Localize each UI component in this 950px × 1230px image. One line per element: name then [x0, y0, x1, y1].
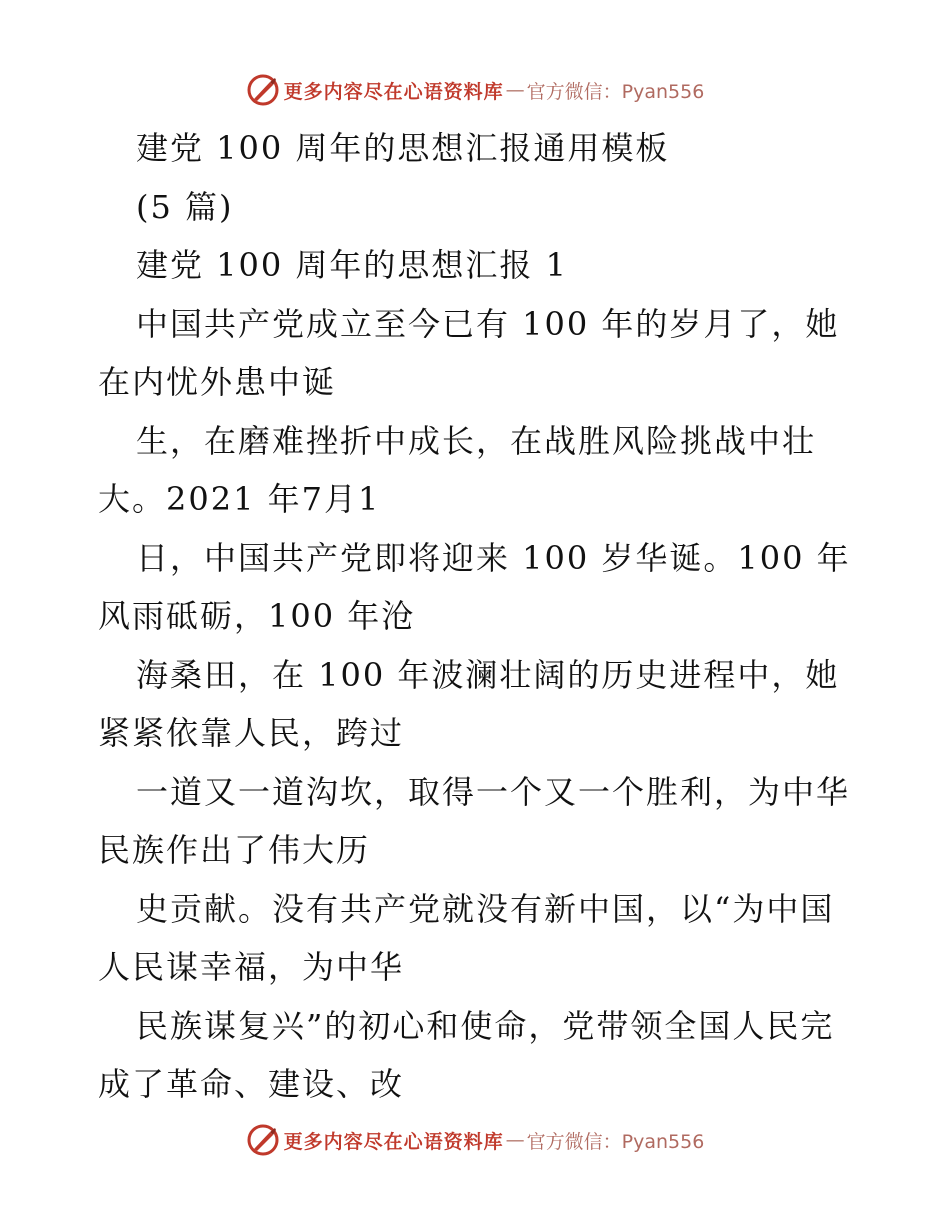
banner-dash: — [505, 79, 525, 101]
paragraph-line: 日，中国共产党即将迎来 100 岁华诞。100 年 [136, 539, 851, 577]
paragraph-line: 大。2021 年7月1 [98, 480, 381, 518]
document-title: 建党 100 周年的思想汇报通用模板 [136, 129, 670, 167]
footer-banner [0, 1120, 950, 1160]
quill-logo-icon [246, 73, 280, 107]
banner-dash: — [505, 1129, 525, 1151]
section-heading: 建党 100 周年的思想汇报 1 [136, 246, 568, 284]
paragraph-line: 一道又一道沟坎，取得一个又一个胜利，为中华 [136, 773, 851, 811]
paragraph-line: 风雨砥砺，100 年沧 [98, 597, 416, 635]
paragraph-line: 中国共产党成立至今已有 100 年的岁月了，她 [136, 305, 840, 343]
paragraph-line: 海桑田，在 100 年波澜壮阔的历史进程中，她 [136, 656, 840, 694]
paragraph-line: 紧紧依靠人民，跨过 [98, 714, 405, 752]
banner-contact-text: 官方微信：Pyan556 [526, 80, 705, 103]
paragraph-line: 民族作出了伟大历 [98, 831, 371, 869]
paragraph-line: 成了革命、建设、改 [98, 1065, 405, 1103]
banner-brand-text: 更多内容尽在心语资料库 [283, 1130, 504, 1153]
quill-logo-icon [246, 1123, 280, 1157]
header-banner [0, 70, 950, 110]
paragraph-line: 民族谋复兴”的初心和使命，党带领全国人民完 [136, 1007, 835, 1045]
paragraph-line: 史贡献。没有共产党就没有新中国，以“为中国 [136, 890, 835, 928]
document-title-count: (5 篇) [136, 188, 234, 226]
banner-brand-text: 更多内容尽在心语资料库 [283, 80, 504, 103]
paragraph-line: 在内忧外患中诞 [98, 363, 337, 401]
paragraph-line: 生，在磨难挫折中成长，在战胜风险挑战中壮 [136, 422, 817, 460]
paragraph-line: 人民谋幸福，为中华 [98, 948, 405, 986]
banner-contact-text: 官方微信：Pyan556 [526, 1130, 705, 1153]
